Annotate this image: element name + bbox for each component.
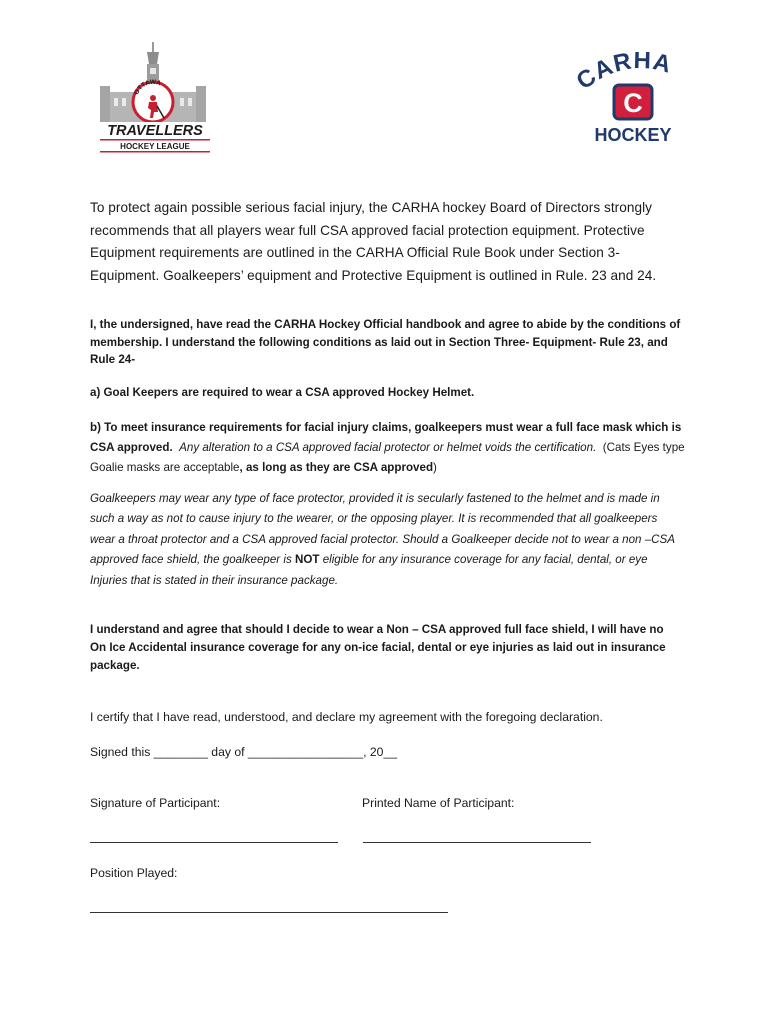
printed-name-label: Printed Name of Participant: <box>362 796 515 810</box>
signature-label: Signature of Participant: <box>90 796 221 810</box>
intro-paragraph: To protect again possible serious facial injury, the CARHA hockey Board of Directors strongly recommends that all players wear full CSA approved facial protection equipment. Protective Equipment requirements are outlined in the CARHA Official Rule Book under Section 3- Equipment. Goalkeepers’ equipment and Protective Equipment is outlined in Rule. 23 and 24. <box>90 200 657 283</box>
certify-statement: I certify that I have read, understood, and declare my agreement with the foregoing declaration. <box>90 710 603 724</box>
item-b-bold: b) To meet insurance requirements for facial injury claims, goalkeepers must wear a full face mask which is CSA approved. <box>90 421 682 454</box>
item-b-italic: Any alteration to a CSA approved facial protector or helmet voids the certification. <box>179 441 597 454</box>
travellers-logo-graphic <box>94 40 224 155</box>
travellers-arc-text: OTTAWA <box>133 78 162 96</box>
travellers-logo <box>94 40 224 155</box>
item-a: a) Goal Keepers are required to wear a CSA approved Hockey Helmet. <box>90 386 475 399</box>
goalkeeper-note-not: NOT <box>294 553 320 567</box>
goalkeeper-note-part1: Goalkeepers may wear any type of face protector, provided it is secularly fastened to the helmet and is made in such a way as not to cause injury to the wearer, or the opposing player. It is recommended that all goalkeepers wear a throat protector and a CSA approved facial protector. Should a Goalkeeper decide not to wear a non –CSA approved face shield, the goalkeeper is <box>90 492 675 567</box>
item-b-bold2: , as long as they are CSA approved <box>239 461 434 474</box>
goalkeeper-note-part2: eligible for any insurance coverage for any facial, dental, or eye Injuries that is stated in their insurance package. <box>90 553 648 587</box>
signature-field[interactable] <box>90 842 338 843</box>
item-b-close: ) <box>433 461 437 474</box>
item-b <box>90 418 690 478</box>
position-label: Position Played: <box>90 866 178 880</box>
carha-letter: C <box>623 88 643 118</box>
item-b-normal: (Cats Eyes type Goalie masks are acceptable <box>90 441 685 474</box>
agreement-paragraph: I understand and agree that should I decide to wear a Non – CSA approved full face shield, I will have no On Ice Accidental insurance coverage for any on-ice facial, dental or eye injuries as laid out in insurance package. <box>90 623 666 672</box>
carha-arc-text: CARHA <box>571 52 675 96</box>
goalkeeper-note <box>90 489 680 591</box>
printed-name-field[interactable] <box>363 842 591 843</box>
declaration-paragraph: I, the undersigned, have read the CARHA Hockey Official handbook and agree to abide by the conditions of membership. I understand the following conditions as laid out in Section Three- Equipment- Rule 23, and Rule 24- <box>90 318 681 366</box>
signed-date-line[interactable]: Signed this ________ day of _________________, 20__ <box>90 745 397 759</box>
carha-logo <box>570 52 695 147</box>
carha-logo-graphic <box>570 52 695 147</box>
carha-bottom-text: HOCKEY <box>594 125 672 145</box>
position-field[interactable] <box>90 912 448 913</box>
travellers-sub-text: HOCKEY LEAGUE <box>120 142 190 151</box>
travellers-main-text: TRAVELLERS <box>107 123 203 139</box>
